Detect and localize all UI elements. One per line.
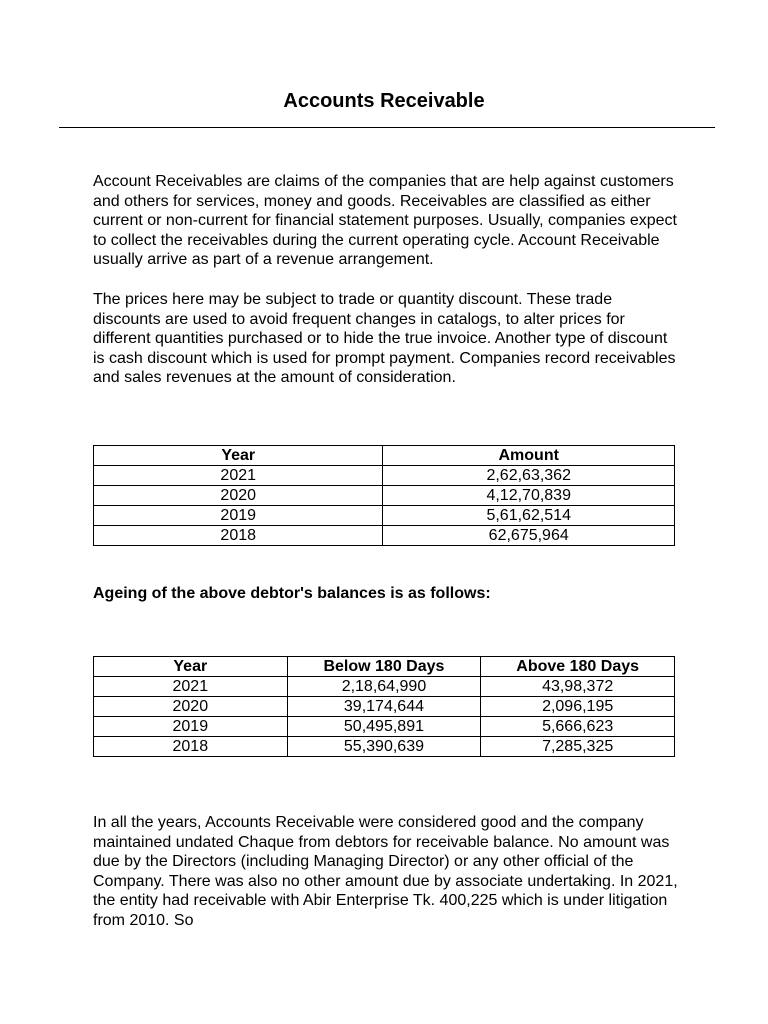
table-header-row [94, 446, 675, 466]
table-row [94, 697, 675, 717]
cell-above-180: 43,98,372 [481, 677, 675, 697]
cell-year: 2021 [94, 677, 288, 697]
table-row [94, 717, 675, 737]
receivables-table [93, 445, 675, 546]
cell-amount: 2,62,63,362 [383, 466, 675, 486]
paragraph-discounts: The prices here may be subject to trade or quantity discount. These trade discounts are used to avoid frequent changes in catalogs, to alter prices for different quantities purchased or to hide the true invoice. Another type of discount is cash discount which is used for prompt payment. Companies record receivables and sales revenues at the amount of consideration. [93, 291, 676, 387]
table-row [94, 526, 675, 546]
cell-above-180: 7,285,325 [481, 737, 675, 757]
table-row [94, 677, 675, 697]
ageing-table [93, 656, 675, 757]
cell-year: 2021 [94, 466, 383, 486]
cell-below-180: 2,18,64,990 [287, 677, 481, 697]
cell-year: 2020 [94, 697, 288, 717]
cell-above-180: 2,096,195 [481, 697, 675, 717]
table-row [94, 466, 675, 486]
cell-amount: 5,61,62,514 [383, 506, 675, 526]
cell-year: 2018 [94, 737, 288, 757]
cell-year: 2020 [94, 486, 383, 506]
cell-year: 2019 [94, 717, 288, 737]
table-row [94, 486, 675, 506]
cell-amount: 62,675,964 [383, 526, 675, 546]
paragraph-intro: Account Receivables are claims of the companies that are help against customers and others for services, money and goods. Receivables are classified as either current or non-current for financial statement purposes. Usually, companies expect to collect the receivables during the current operating cycle. Account Receivable usually arrive as part of a revenue arrangement. [93, 173, 677, 269]
table-row [94, 506, 675, 526]
cell-below-180: 50,495,891 [287, 717, 481, 737]
title-divider [59, 127, 715, 128]
cell-amount: 4,12,70,839 [383, 486, 675, 506]
cell-below-180: 39,174,644 [287, 697, 481, 717]
column-header-above-180-days: Above 180 Days [481, 657, 675, 677]
column-header-below-180-days: Below 180 Days [287, 657, 481, 677]
ageing-heading: Ageing of the above debtor's balances is as follows: [93, 585, 491, 602]
paragraph-conclusion: In all the years, Accounts Receivable were considered good and the company maintained undated Chaque from debtors for receivable balance. No amount was due by the Directors (including Managing Director) or any other official of the Company. There was also no other amount due by associate undertaking. In 2021, the entity had receivable with Abir Enterprise Tk. 400,225 which is under litigation from 2010. So [93, 814, 678, 929]
cell-year: 2018 [94, 526, 383, 546]
cell-year: 2019 [94, 506, 383, 526]
column-header-year: Year [94, 446, 383, 466]
column-header-amount: Amount [383, 446, 675, 466]
cell-above-180: 5,666,623 [481, 717, 675, 737]
table-row [94, 737, 675, 757]
column-header-year: Year [94, 657, 288, 677]
page-title: Accounts Receivable [283, 90, 485, 112]
table-header-row [94, 657, 675, 677]
cell-below-180: 55,390,639 [287, 737, 481, 757]
